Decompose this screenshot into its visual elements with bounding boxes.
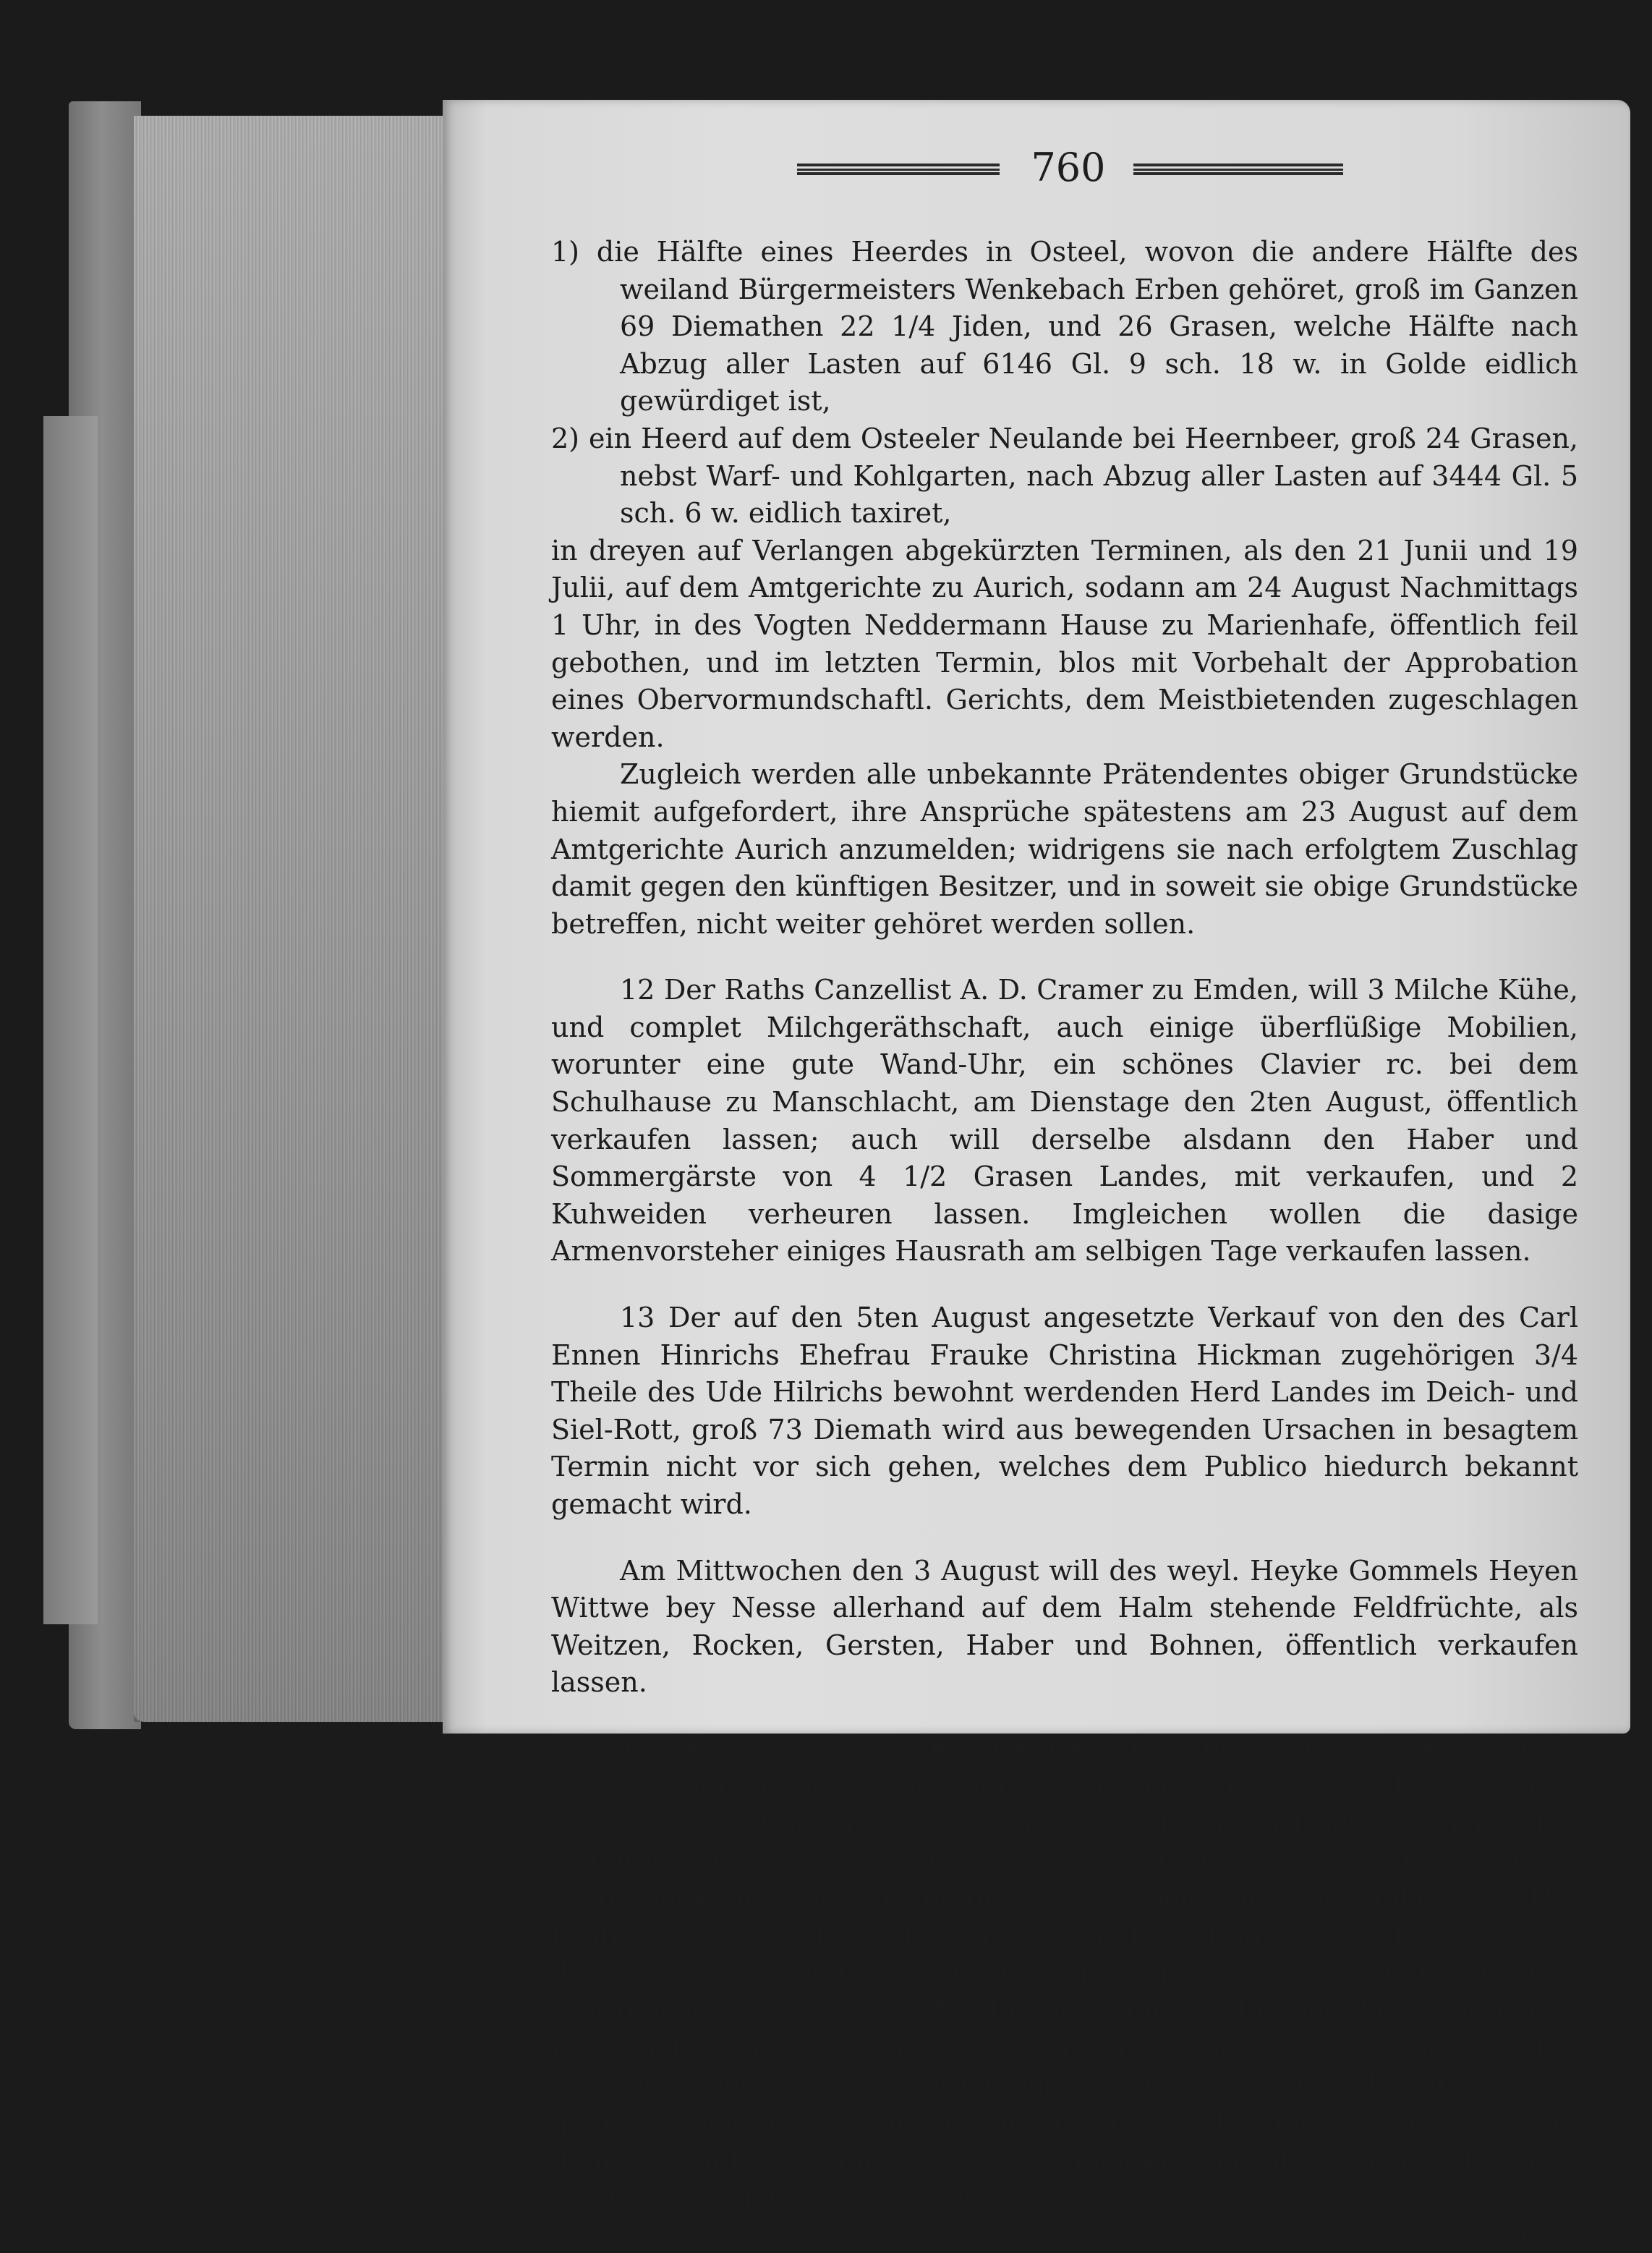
book-page bbox=[443, 100, 1630, 2250]
page-text bbox=[551, 234, 1578, 2253]
page-edges-stack bbox=[134, 116, 445, 1722]
book-cover-tab bbox=[43, 416, 98, 1624]
page-header bbox=[797, 145, 1347, 201]
notice-12: 12 Der Raths Canzellist A. D. Cramer zu Emden, will 3 Milche Kühe, und complet Milchgeräthschaft, auch einige überflüßige Mobilien, worunter eine gute Wand-Uhr, ein schönes Clavier rc. bei dem Schulhause zu Manschlacht, am Dienstage den 2ten August, öffentlich verkaufen lassen; auch will derselbe alsdann den Haber und Sommergärste von 4 1/2 Grasen Landes, mit verkaufen, und 2 Kuhweiden verheuren lassen. Imgleichen wollen die dasige Armenvorsteher einiges Hausrath am selbigen Tage verkaufen lassen. bbox=[551, 974, 1578, 1268]
page-number: 760 bbox=[1031, 145, 1106, 190]
catchword: stehung bbox=[1451, 2218, 1564, 2250]
list-item-2: 2) ein Heerd auf dem Osteeler Neulande bei Heernbeer, groß 24 Grasen, nebst Warf- und Kohlgarten, nach Abzug aller Lasten auf 3444 Gl. 5 sch. 6 w. eidlich taxiret, bbox=[551, 422, 1578, 530]
paragraph-auction-terms: in dreyen auf Verlangen abgekürzten Terminen, als den 21 Junii und 19 Julii, auf dem Amtgerichte zu Aurich, sodann am 24 August Nachmittags 1 Uhr, in des Vogten Neddermann Hause zu Marienhafe, öffentlich feil gebothen, und im letzten Termin, blos mit Vorbehalt der Approbation eines Obervormundschaftl. Gerichts, dem Meistbietenden zugeschlagen werden. bbox=[551, 534, 1578, 753]
notice-mittwochen: Am Mittwochen den 3 August will des weyl. Heyke Gommels Heyen Wittwe bey Nesse allerhand auf dem Halm stehende Feldfrüchte, als Weitzen, Rocken, Gersten, Haber und Bohnen, öffentlich verkaufen lassen. bbox=[551, 1554, 1578, 1699]
header-rule-right bbox=[1133, 164, 1343, 175]
notice-14: 14 Vermöge des bey dem hiesigen Amt- und Stadtgerichte affigirten Subhastationspatents und demselben beygefügten auch bey dem Amtsmeiener Eucken einzusehenden und abschriftlich zu habenden Conditionen, soll das dem weyl. Schneidermeister Peter Fischbeck zustehende in Esens am goldenen Orte belegene und eidlich auf 180 Rthlr. cour. gewürdigte Haus in den zur Licitation auf den 1 Oct. 1 Dec. dieses und den 1 Febr. künftigen J. angesetzten Terminen auf dem Stadthause zu Esens, des Nachmittags um 2 Uhr feilgeboten und dem Meistbietenden zugeschlagen werden. Zugleich wird auch allen etwaigen unbekannten Realgläubigern gedachten Hauses hiemit bekannt gemacht, daß sie zur Conservation ihrer Gerechtsame sich spätestens in dem Verkaufs Termin desfalls zu melden und ihre Ansprüche dem hiesigen Amtgerichte anzuzeigen, bey dessen Ent- bbox=[551, 1732, 1578, 2213]
notice-13: 13 Der auf den 5ten August angesetzte Verkauf von den des Carl Ennen Hinrichs Ehefrau Frauke Christina Hickman zugehörigen 3/4 Theile des Ude Hilrichs bewohnt werdenden Herd Landes im Deich- und Siel-Rott, groß 73 Diemath wird aus bewegenden Ursachen in besagtem Termin nicht vor sich gehen, welches dem Publico hiedurch bekannt gemacht wird. bbox=[551, 1302, 1578, 1520]
paragraph-claims-notice: Zugleich werden alle unbekannte Prätendentes obiger Grundstücke hiemit aufgefordert, ihre Ansprüche spätestens am 23 August auf dem Amtgerichte Aurich anzumelden; widrigens sie nach erfolgtem Zuschlag damit gegen den künftigen Besitzer, und in soweit sie obige Grundstücke betreffen, nicht weiter gehöret werden sollen. bbox=[551, 758, 1578, 940]
header-rule-left bbox=[797, 164, 1000, 175]
list-item-1: 1) die Hälfte eines Heerdes in Osteel, wovon die andere Hälfte des weiland Bürgermeisters Wenkebach Erben gehöret, groß im Ganzen 69 Diemathen 22 1/4 Jiden, und 26 Grasen, welche Hälfte nach Abzug aller Lasten auf 6146 Gl. 9 sch. 18 w. in Golde eidlich gewürdiget ist, bbox=[551, 236, 1578, 417]
